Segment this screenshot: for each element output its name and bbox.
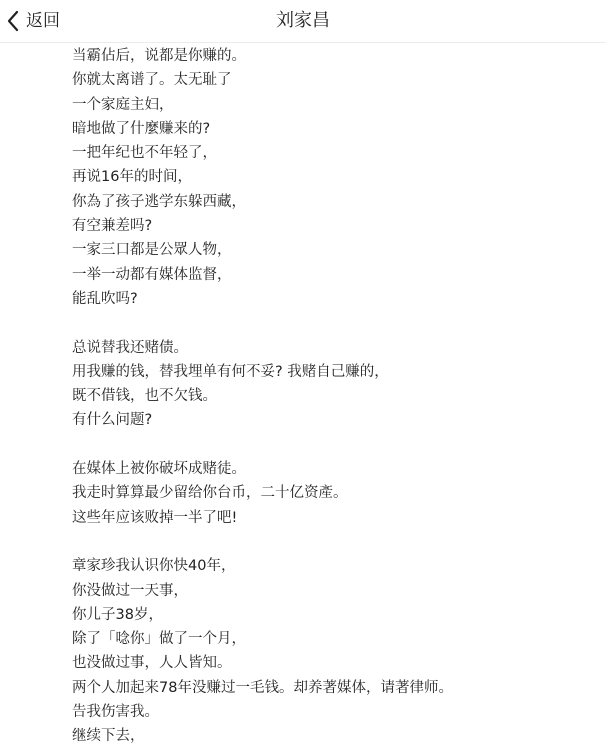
text-line: 在媒体上被你破坏成赌徒。: [72, 461, 246, 478]
text-line: 有空兼差吗?: [72, 218, 153, 235]
text-line: 一把年纪也不年轻了，: [72, 145, 217, 162]
back-label: 返回: [26, 11, 60, 31]
paragraph: [72, 44, 592, 311]
text-line: 两个人加起来78年没赚过一毛钱。却养著媒体，请著律师。: [72, 679, 453, 696]
text-line: 你没做过一天事，: [72, 582, 188, 599]
page-title: 刘家昌: [276, 10, 330, 31]
text-line: 一个家庭主妇，: [72, 96, 174, 113]
text-line: 也没做过事，人人皆知。: [72, 655, 232, 672]
text-line: 再说16年的时间，: [72, 169, 192, 186]
text-line: 用我赚的钱，替我埋单有何不妥? 我赌自己赚的，: [72, 363, 389, 380]
back-button[interactable]: [6, 4, 60, 38]
text-line: 有什么问题?: [72, 412, 153, 429]
text-line: 这些年应该败掉一半了吧!: [72, 509, 238, 526]
paragraph: [72, 457, 592, 530]
paragraph-gap: [72, 311, 592, 335]
post-content: [72, 44, 592, 744]
text-line: 告我伤害我。: [72, 704, 159, 721]
text-line: 既不借钱，也不欠钱。: [72, 388, 217, 405]
text-line: 继续下去，: [72, 728, 145, 744]
text-line: 除了「唸你」做了一个月，: [72, 631, 246, 648]
paragraph-gap: [72, 433, 592, 457]
chevron-left-icon: [6, 10, 20, 32]
text-line: 你為了孩子逃学东躲西藏，: [72, 193, 246, 210]
text-line: 一家三口都是公眾人物，: [72, 242, 232, 259]
text-line: 总说替我还赌债。: [72, 339, 188, 356]
text-line: 我走时算算最少留给你台币，二十亿资產。: [72, 485, 348, 502]
text-line: 章家珍我认识你快40年，: [72, 558, 236, 575]
text-line: 一举一动都有媒体监督，: [72, 266, 232, 283]
text-line: 当霸佔后，说都是你赚的。: [72, 48, 246, 64]
text-line: 你就太离谱了。太无耻了: [72, 72, 232, 89]
paragraph-gap: [72, 530, 592, 554]
paragraph: [72, 554, 592, 744]
text-line: 暗地做了什麼赚来的?: [72, 120, 211, 137]
text-line: 能乱吹吗?: [72, 290, 138, 307]
paragraph: [72, 336, 592, 433]
text-line: 你儿子38岁，: [72, 606, 163, 623]
navigation-bar: [0, 0, 606, 43]
